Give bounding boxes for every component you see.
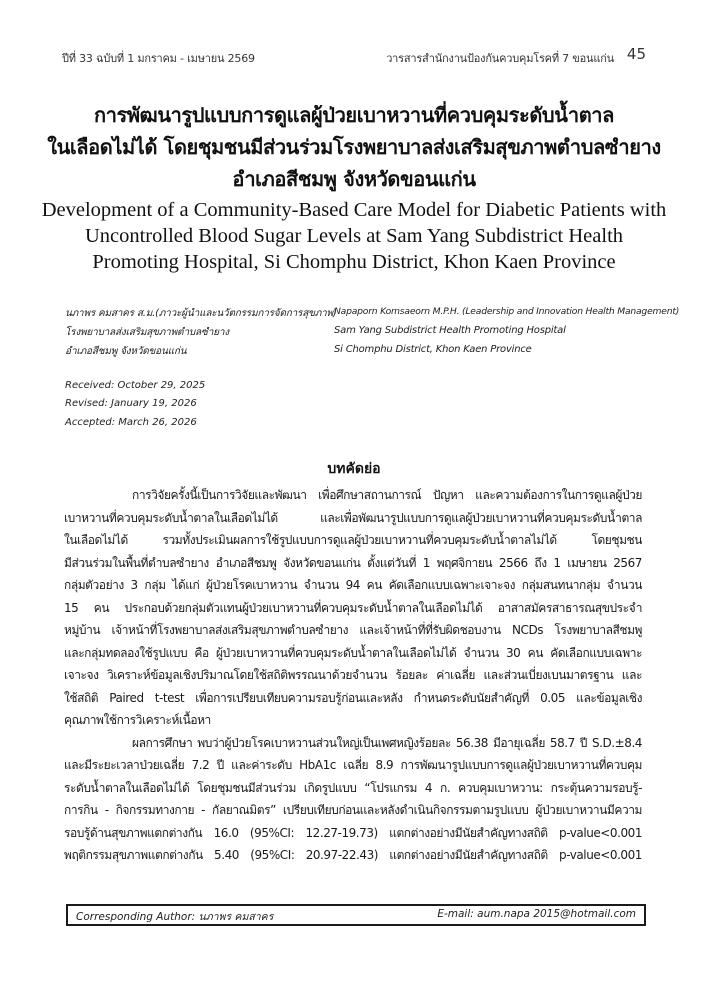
corresponding-author: Corresponding Author: นภาพร คมสาคร	[76, 911, 274, 923]
abstract-line: การวิจัยครั้งนี้เป็นการวิจัยและพัฒนา เพื่อศึกษาสถานการณ์ ปัญหา และความต้องการในการดูแลผู้ป่วย	[132, 488, 642, 502]
corresponding-email[interactable]: E-mail: aum.napa 2015@hotmail.com	[437, 908, 636, 920]
journal-name: วารสารสำนักงานป้องกันควบคุมโรคที่ 7 ขอนแก่น	[386, 52, 614, 65]
abstract-line: กลุ่มตัวอย่าง 3 กลุ่ม ได้แก่ ผู้ป่วยโรคเบาหวาน จำนวน 94 คน คัดเลือกแบบเฉพาะเจาะจง กลุ่มสนทนากลุ่ม จำนวน	[64, 578, 642, 592]
author-name-thai: นภาพร คมสาคร ส.ม.(ภาวะผู้นำและนวัตกรรมการจัดการสุขภาพ)	[65, 308, 337, 319]
abstract-line: พฤติกรรมสุขภาพแตกต่างกัน 5.40 (95%CI: 20.97-22.43) แตกต่างอย่างมีนัยสำคัญทางสถิติ p-value<0.001	[64, 848, 642, 862]
abstract-line: คุณภาพใช้การวิเคราะห์เนื้อหา	[64, 713, 211, 727]
abstract-line: และกลุ่มทดลองใช้รูปแบบ คือ ผู้ป่วยเบาหวานที่ควบคุมระดับน้ำตาลในเลือดไม่ได้ จำนวน 30 คน คัดเลือกแบบเฉพาะ	[64, 645, 642, 660]
abstract-line: ระดับน้ำตาลในเลือดไม่ได้ โดยชุมชนมีส่วนร่วม เกิดรูปแบบ “โปรแกรม 4 ก. ควบคุมเบาหวาน: กระตุ้นความรอบรู้-	[64, 780, 642, 795]
accepted-date: Accepted: March 26, 2026	[65, 417, 197, 428]
author-name-english: Napaporn Komsaeorn M.P.H. (Leadership and Innovation Health Management)	[334, 306, 680, 317]
abstract-line: และมีระยะเวลาป่วยเฉลี่ย 7.2 ปี และค่าระดับ HbA1c เฉลี่ย 8.9 การพัฒนารูปแบบการดูแลผู้ป่วยเบาหวานที่ควบคุม	[64, 758, 642, 772]
abstract-line: เบาหวานที่ควบคุมระดับน้ำตาลในเลือดไม่ได้ และเพื่อพัฒนารูปแบบการดูแลผู้ป่วยเบาหวานที่ควบคุมระดับน้ำตาล	[64, 510, 642, 525]
received-date: Received: October 29, 2025	[65, 380, 206, 391]
affiliation-english: Sam Yang Subdistrict Health Promoting Hospital	[334, 325, 566, 336]
thai-title-line: ในเลือดไม่ได้ โดยชุมชนมีส่วนร่วมโรงพยาบาลส่งเสริมสุขภาพตำบลซำยาง	[47, 135, 661, 159]
page-number: 45	[626, 45, 646, 63]
abstract-line: ในเลือดไม่ได้ รวมทั้งประเมินผลการใช้รูปแบบการดูแลผู้ป่วยเบาหวานที่ควบคุมระดับน้ำตาลไม่ได้ โดยชุมชน	[64, 533, 642, 547]
abstract-line: ใช้สถิติ Paired t-test เพื่อการเปรียบเทียบความรอบรู้ก่อนและหลัง กำหนดระดับนัยสำคัญที่ 0.05 และข้อมูลเชิง	[64, 690, 642, 705]
location-thai: อำเภอสีชมพู จังหวัดขอนแก่น	[65, 346, 187, 357]
thai-title-line: อำเภอสีชมพู จังหวัดขอนแก่น	[232, 167, 476, 191]
abstract-line: เจาะจง วิเคราะห์ข้อมูลเชิงปริมาณโดยใช้สถิติพรรณนาด้วยจำนวน ร้อยละ ค่าเฉลี่ย และส่วนเบี่ยงเบนมาตรฐาน และ	[64, 668, 642, 682]
abstract-line: 15 คน ประกอบด้วยกลุ่มตัวแทนผู้ป่วยเบาหวานที่ควบคุมระดับน้ำตาลในเลือดไม่ได้ อาสาสมัครสาธารณสุขประจำ	[64, 600, 642, 615]
affiliation-thai: โรงพยาบาลส่งเสริมสุขภาพตำบลซำยาง	[65, 327, 229, 338]
english-title-line: Development of a Community-Based Care Model for Diabetic Patients with	[41, 199, 667, 221]
issue-info: ปีที่ 33 ฉบับที่ 1 มกราคม - เมษายน 2569	[62, 52, 255, 65]
location-english: Si Chomphu District, Khon Kaen Province	[334, 344, 532, 355]
corresponding-author-box	[66, 904, 646, 926]
abstract-line: รอบรู้ด้านสุขภาพแตกต่างกัน 16.0 (95%CI: 12.27-19.73) แตกต่างอย่างมีนัยสำคัญทางสถิติ p-value<0.001	[64, 825, 642, 840]
abstract-line: หมู่บ้าน เจ้าหน้าที่โรงพยาบาลส่งเสริมสุขภาพตำบลซำยาง และเจ้าหน้าที่ที่รับผิดชอบงาน NCDs โรงพยาบาลสีชมพู	[64, 623, 642, 637]
abstract-line: มีส่วนร่วมในพื้นที่ตำบลซำยาง อำเภอสีชมพู จังหวัดขอนแก่น ตั้งแต่วันที่ 1 พฤศจิกายน 2566 ถึง 1 เมษายน 2567	[64, 555, 642, 570]
english-title-line: Promoting Hospital, Si Chomphu District, Khon Kaen Province	[92, 251, 616, 273]
abstract-line: การกิน - กิจกรรมทางกาย - กัลยาณมิตร” เปรียบเทียบก่อนและหลังดำเนินกิจกรรมตามรูปแบบ ผู้ป่วยเบาหวานมีความ	[64, 803, 642, 817]
thai-title-line: การพัฒนารูปแบบการดูแลผู้ป่วยเบาหวานที่ควบคุมระดับน้ำตาล	[93, 103, 614, 127]
revised-date: Revised: January 19, 2026	[65, 398, 197, 409]
english-title-line: Uncontrolled Blood Sugar Levels at Sam Yang Subdistrict Health	[84, 225, 624, 247]
abstract-heading: บทคัดย่อ	[327, 461, 381, 477]
abstract-line: ผลการศึกษา พบว่าผู้ป่วยโรคเบาหวานส่วนใหญ่เป็นเพศหญิงร้อยละ 56.38 มีอายุเฉลี่ย 58.7 ปี S.D.±8.4	[132, 735, 642, 750]
